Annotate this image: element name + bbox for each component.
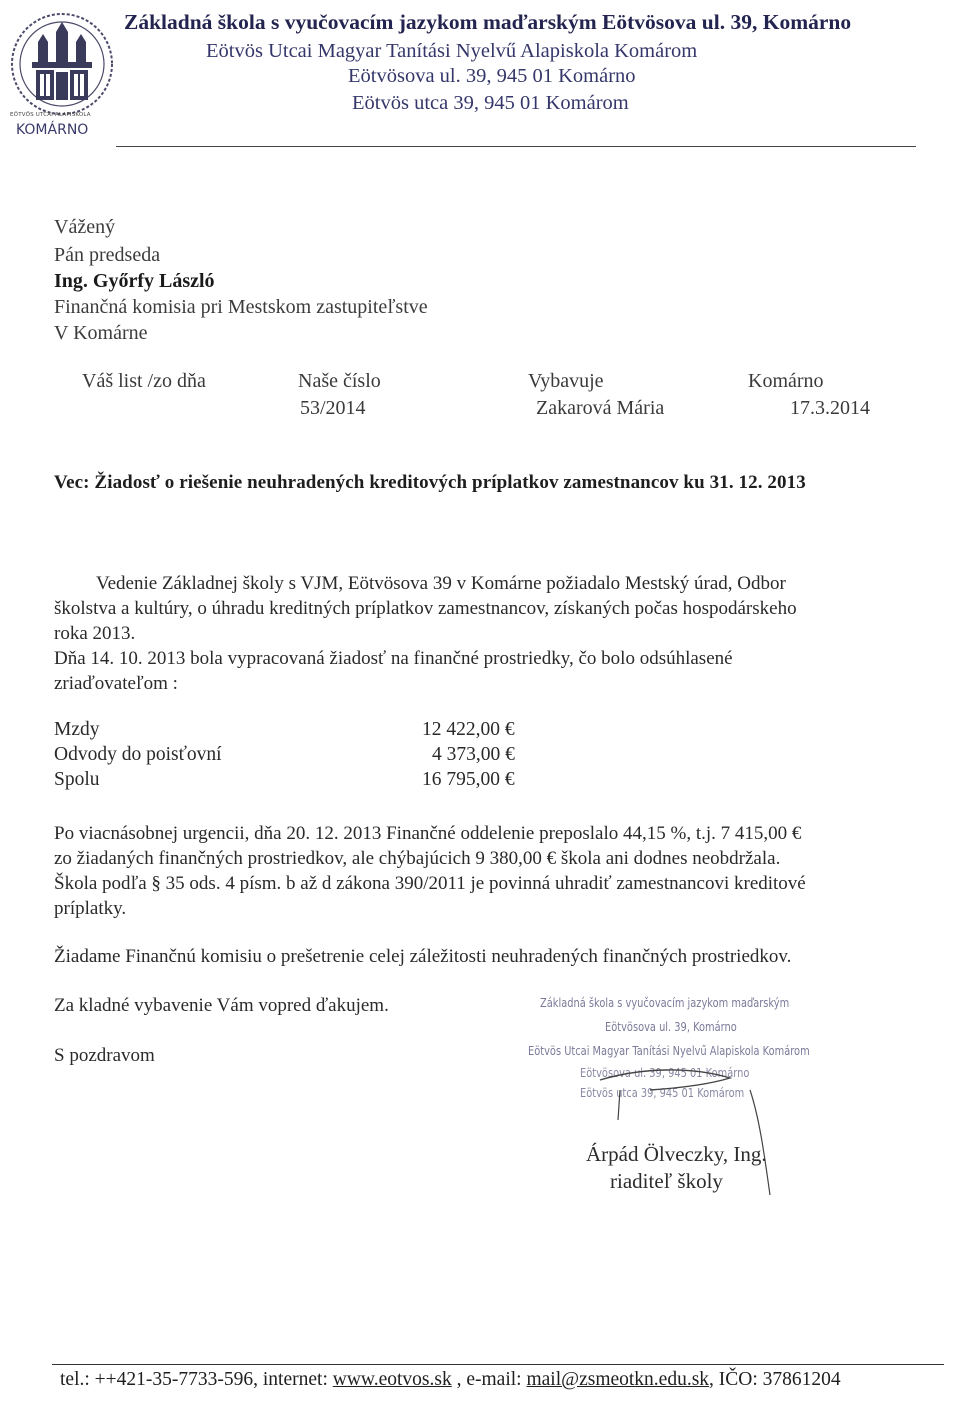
meta-place-label: Komárno [748,370,824,392]
body-p2-line2: zriaďovateľom : [54,673,178,694]
meta-our-number-value: 53/2014 [300,397,366,419]
footer-ico: , IČO: 37861204 [709,1369,841,1390]
body-p3-line2: zo žiadaných finančných prostriedkov, ale chýbajúcich 9 380,00 € škola ani dodnes neobdržala. [54,848,781,869]
logo-caption-small: EÖTVÖS UTCAI ALAPISKOLA [10,112,91,118]
signatory-name: Árpád Ölveczky, Ing. [586,1142,767,1166]
school-name-hu: Eötvös Utcai Magyar Tanítási Nyelvű Alapiskola Komárom [206,40,698,62]
footer-divider [52,1364,944,1365]
letter-subject: Vec: Žiadosť o riešenie neuhradených kreditových príplatkov zamestnancov ku 31. 12. 2013 [54,472,806,493]
body-p3-line1: Po viacnásobnej urgencii, dňa 20. 12. 2013 Finančné oddelenie preposlalo 44,15 %, t.j. 7 415,00 € [54,823,802,844]
item-label-total: Spolu [54,769,100,790]
stamp-line3: Eötvös Utcai Magyar Tanítási Nyelvű Alapiskola Komárom [528,1044,810,1058]
meta-handled-by-label: Vybavuje [528,370,604,392]
closing-regards: S pozdravom [54,1045,155,1066]
body-p1-line1: Vedenie Základnej školy s VJM, Eötvösova 39 v Komárne požiadalo Mestský úrad, Odbor [96,573,786,594]
school-address-sk: Eötvösova ul. 39, 945 01 Komárno [348,65,636,87]
body-p2-line1: Dňa 14. 10. 2013 bola vypracovaná žiadosť na finančné prostriedky, čo bolo odsúhlasené [54,648,733,669]
stamp-line1: Základná škola s vyučovacím jazykom maďarským [540,996,790,1010]
item-amount-total: 16 795,00 € [422,769,515,790]
stamp-line5: Eötvös utca 39, 945 01 Komárom [580,1086,745,1100]
school-address-hu: Eötvös utca 39, 945 01 Komárom [352,92,629,114]
meta-your-letter-label: Váš list /zo dňa [82,370,206,392]
item-amount-insurance: 4 373,00 € [432,744,515,765]
logo-caption: KOMÁRNO [16,122,89,138]
body-p3-line3: Škola podľa § 35 ods. 4 písm. b až d zákona 390/2011 je povinná uhradiť zamestnancovi kreditové [54,873,806,894]
addressee-name: Ing. Győrfy László [54,270,215,292]
body-p1-line2: školstva a kultúry, o úhradu kreditných príplatkov zamestnancov, získaných počas hospodárskeho [54,598,797,619]
meta-handled-by-value: Zakarová Mária [536,397,665,419]
item-label-insurance: Odvody do poisťovní [54,744,222,765]
addressee-city: V Komárne [54,322,148,344]
footer-email-label: , e-mail: [451,1369,527,1390]
body-request: Žiadame Finančnú komisiu o prešetrenie celej záležitosti neuhradených finančných prostriedkov. [54,946,792,967]
item-amount-wages: 12 422,00 € [422,719,515,740]
footer-website-link[interactable]: www.eotvos.sk [332,1369,452,1390]
footer-tel: tel.: ++421-35-7733-596, internet: [60,1369,333,1390]
footer-contacts [60,1369,841,1391]
salutation: Vážený [54,216,116,238]
body-p1-line3: roka 2013. [54,623,136,644]
meta-date-value: 17.3.2014 [790,397,870,419]
closing-thanks: Za kladné vybavenie Vám vopred ďakujem. [54,995,389,1016]
signatory-title: riaditeľ školy [610,1169,723,1193]
footer-email-link[interactable]: mail@zsmeotkn.edu.sk [526,1369,710,1390]
item-label-wages: Mzdy [54,719,100,740]
addressee-role: Pán predseda [54,244,161,266]
stamp-line4: Eötvösova ul. 39, 945 01 Komárno [580,1066,750,1080]
school-name-sk: Základná škola s vyučovacím jazykom maďarským Eötvösova ul. 39, Komárno [124,10,852,34]
body-p3-line4: príplatky. [54,898,127,919]
addressee-org: Finančná komisia pri Mestskom zastupiteľstve [54,296,428,318]
header-divider [116,146,916,147]
meta-our-number-label: Naše číslo [298,370,381,392]
stamp-line2: Eötvösova ul. 39, Komárno [605,1020,737,1034]
